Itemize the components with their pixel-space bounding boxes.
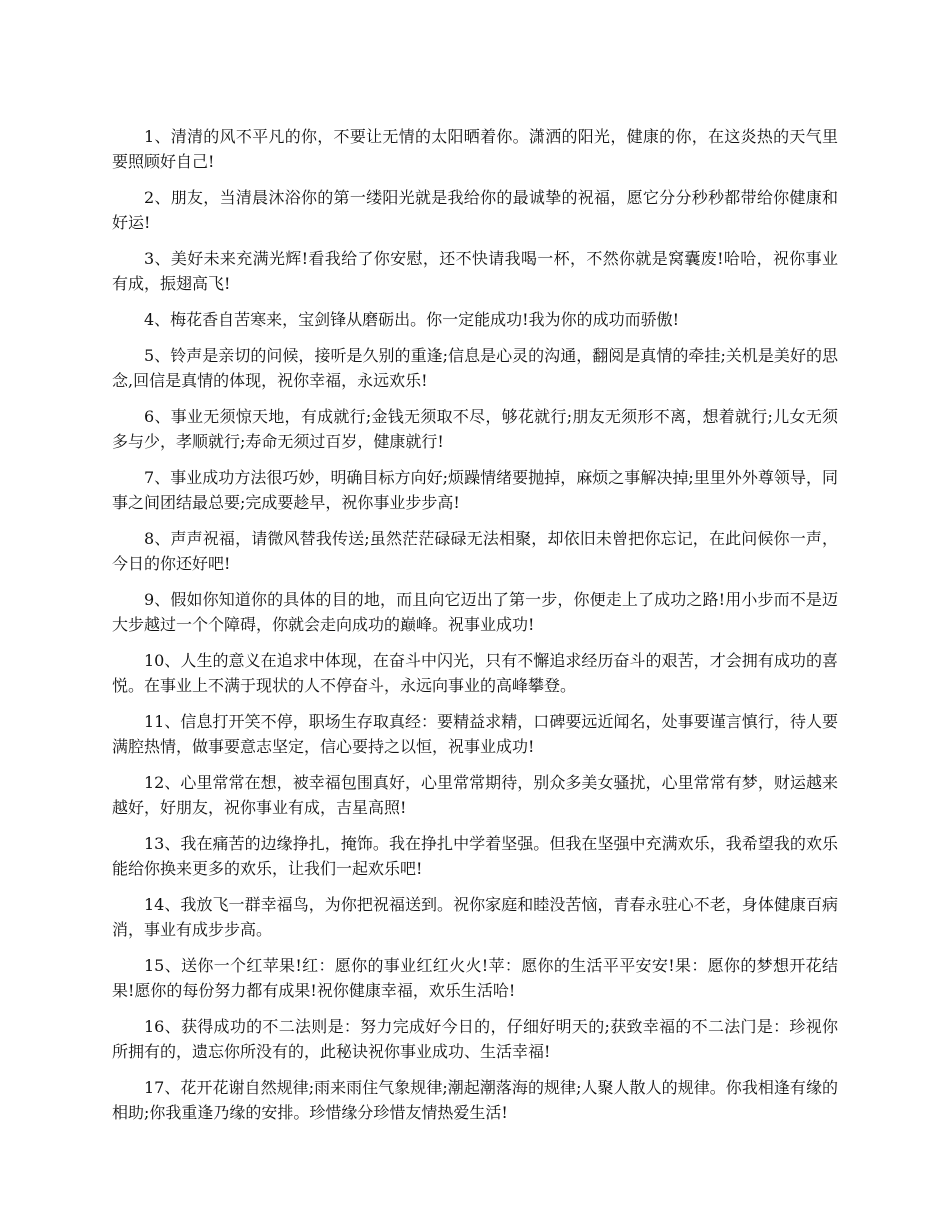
paragraph-4: 4、梅花香自苦寒来，宝剑锋从磨砺出。你一定能成功!我为你的成功而骄傲! xyxy=(144,310,680,329)
paragraph-1: 1、清清的风不平凡的你，不要让无情的太阳晒着你。潇洒的阳光，健康的你，在这炎热的天气里要照顾好自己! xyxy=(112,127,838,171)
paragraph-9: 9、假如你知道你的具体的目的地，而且向它迈出了第一步，你便走上了成功之路!用小步而不是迈大步越过一个个障碍，你就会走向成功的巅峰。祝事业成功! xyxy=(112,590,838,634)
paragraph-16: 16、获得成功的不二法则是：努力完成好今日的，仔细好明天的;获致幸福的不二法门是：珍视你所拥有的，遗忘你所没有的，此秘诀祝你事业成功、生活幸福! xyxy=(112,1017,838,1061)
paragraph-5: 5、铃声是亲切的问候，接听是久别的重逢;信息是心灵的沟通，翻阅是真情的牵挂;关机是美好的思念,回信是真情的体现，祝你幸福，永远欢乐! xyxy=(112,346,838,390)
paragraph-14: 14、我放飞一群幸福鸟，为你把祝福送到。祝你家庭和睦没苦恼，青春永驻心不老，身体健康百病消，事业有成步步高。 xyxy=(112,895,838,939)
paragraph-10: 10、人生的意义在追求中体现，在奋斗中闪光，只有不懈追求经历奋斗的艰苦，才会拥有成功的喜悦。在事业上不满于现状的人不停奋斗，永远向事业的高峰攀登。 xyxy=(112,651,838,695)
paragraph-8: 8、声声祝福，请微风替我传送;虽然茫茫碌碌无法相聚，却依旧未曾把你忘记，在此问候你一声，今日的你还好吧! xyxy=(112,529,838,573)
paragraph-7: 7、事业成功方法很巧妙，明确目标方向好;烦躁情绪要抛掉，麻烦之事解决掉;里里外外尊领导，同事之间团结最总要;完成要趁早，祝你事业步步高! xyxy=(112,468,838,512)
paragraph-2: 2、朋友，当清晨沐浴你的第一缕阳光就是我给你的最诚挚的祝福，愿它分分秒秒都带给你健康和好运! xyxy=(112,188,838,232)
paragraph-3: 3、美好未来充满光辉!看我给了你安慰，还不快请我喝一杯，不然你就是窝囊废!哈哈，祝你事业有成，振翅高飞! xyxy=(112,249,838,293)
paragraph-11: 11、信息打开笑不停，职场生存取真经：要精益求精，口碑要远近闻名，处事要谨言慎行，待人要满腔热情，做事要意志坚定，信心要持之以恒，祝事业成功! xyxy=(112,712,838,756)
paragraph-13: 13、我在痛苦的边缘挣扎，掩饰。我在挣扎中学着坚强。但我在坚强中充满欢乐，我希望我的欢乐能给你换来更多的欢乐，让我们一起欢乐吧! xyxy=(112,834,838,878)
paragraph-12: 12、心里常常在想，被幸福包围真好，心里常常期待，别众多美女骚扰，心里常常有梦，财运越来越好，好朋友，祝你事业有成，吉星高照! xyxy=(112,773,838,817)
paragraph-15: 15、送你一个红苹果!红：愿你的事业红红火火!苹：愿你的生活平平安安!果：愿你的梦想开花结果!愿你的每份努力都有成果!祝你健康幸福，欢乐生活哈! xyxy=(112,956,838,1000)
paragraph-6: 6、事业无须惊天地，有成就行;金钱无须取不尽，够花就行;朋友无须形不离，想着就行;儿女无须多与少，孝顺就行;寿命无须过百岁，健康就行! xyxy=(112,407,838,451)
paragraph-17: 17、花开花谢自然规律;雨来雨住气象规律;潮起潮落海的规律;人聚人散人的规律。你我相逢有缘的相助;你我重逢乃缘的安排。珍惜缘分珍惜友情热爱生活! xyxy=(112,1078,838,1122)
document-body xyxy=(112,124,838,1136)
